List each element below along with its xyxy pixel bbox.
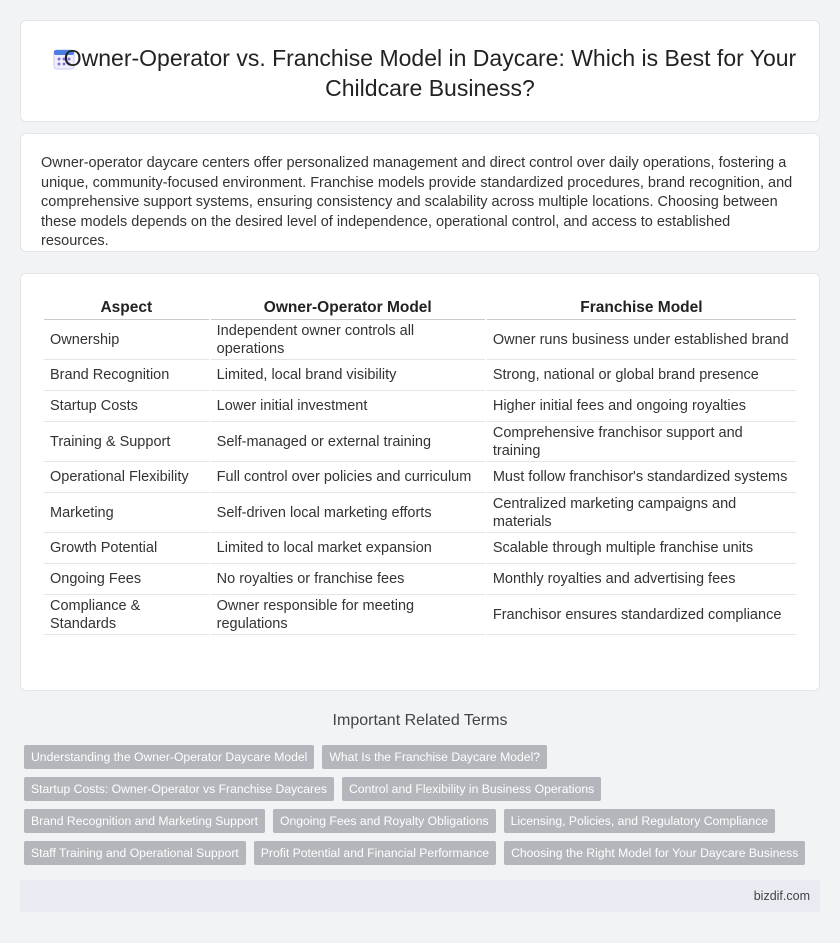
table-cell: Self-driven local marketing efforts <box>211 493 485 533</box>
related-term-tag[interactable]: What Is the Franchise Daycare Model? <box>322 745 547 769</box>
table-cell: No royalties or franchise fees <box>211 564 485 595</box>
table-cell: Limited to local market expansion <box>211 533 485 564</box>
table-cell: Owner runs business under established brand <box>487 320 796 360</box>
table-row <box>44 564 796 595</box>
table-cell: Monthly royalties and advertising fees <box>487 564 796 595</box>
table-header-aspect: Aspect <box>44 294 209 320</box>
table-header-franchise: Franchise Model <box>487 294 796 320</box>
table-cell: Owner responsible for meeting regulations <box>211 595 485 635</box>
header-card <box>20 20 820 122</box>
table-cell: Brand Recognition <box>44 360 209 391</box>
table-cell: Marketing <box>44 493 209 533</box>
table-row <box>44 422 796 462</box>
related-term-tag[interactable]: Understanding the Owner-Operator Daycare Model <box>24 745 314 769</box>
intro-card <box>20 133 820 252</box>
footer <box>20 880 820 912</box>
table-cell: Operational Flexibility <box>44 462 209 493</box>
table-cell: Compliance & Standards <box>44 595 209 635</box>
table-row <box>44 391 796 422</box>
table-cell: Higher initial fees and ongoing royalties <box>487 391 796 422</box>
related-term-tag[interactable]: Brand Recognition and Marketing Support <box>24 809 265 833</box>
related-term-tag[interactable]: Staff Training and Operational Support <box>24 841 246 865</box>
table-header-owner-operator: Owner-Operator Model <box>211 294 485 320</box>
related-term-tag[interactable]: Choosing the Right Model for Your Daycare Business <box>504 841 805 865</box>
related-terms-list <box>24 745 824 873</box>
comparison-table <box>42 294 798 635</box>
table-cell: Self-managed or external training <box>211 422 485 462</box>
table-cell: Independent owner controls all operations <box>211 320 485 360</box>
page-title: Owner-Operator vs. Franchise Model in Daycare: Which is Best for Your Childcare Business? <box>63 45 797 101</box>
table-cell: Startup Costs <box>44 391 209 422</box>
table-cell: Franchisor ensures standardized compliance <box>487 595 796 635</box>
table-cell: Must follow franchisor's standardized systems <box>487 462 796 493</box>
table-row <box>44 493 796 533</box>
table-row <box>44 360 796 391</box>
table-cell: Ownership <box>44 320 209 360</box>
related-terms-heading: Important Related Terms <box>332 712 508 729</box>
table-cell: Limited, local brand visibility <box>211 360 485 391</box>
table-row <box>44 320 796 360</box>
intro-paragraph: Owner-operator daycare centers offer personalized management and direct control over daily operations, fostering a unique, community-focused environment. Franchise models provide standardized procedures, brand recognition, and comprehensive support systems, ensuring consistency and scalability across multiple locations. Choosing between these models depends on the desired level of independence, operational control, and access to established resources. <box>41 155 793 250</box>
table-row <box>44 533 796 564</box>
comparison-table-card <box>20 273 820 691</box>
table-cell: Ongoing Fees <box>44 564 209 595</box>
table-cell: Centralized marketing campaigns and materials <box>487 493 796 533</box>
table-cell: Growth Potential <box>44 533 209 564</box>
footer-site-link[interactable]: bizdif.com <box>753 889 810 903</box>
table-cell: Comprehensive franchisor support and training <box>487 422 796 462</box>
related-term-tag[interactable]: Ongoing Fees and Royalty Obligations <box>273 809 496 833</box>
table-row <box>44 462 796 493</box>
related-term-tag[interactable]: Licensing, Policies, and Regulatory Compliance <box>504 809 775 833</box>
related-term-tag[interactable]: Profit Potential and Financial Performance <box>254 841 496 865</box>
related-term-tag[interactable]: Control and Flexibility in Business Operations <box>342 777 601 801</box>
table-cell: Full control over policies and curriculum <box>211 462 485 493</box>
table-cell: Training & Support <box>44 422 209 462</box>
table-row <box>44 595 796 635</box>
table-cell: Strong, national or global brand presence <box>487 360 796 391</box>
related-term-tag[interactable]: Startup Costs: Owner-Operator vs Franchise Daycares <box>24 777 334 801</box>
table-cell: Scalable through multiple franchise units <box>487 533 796 564</box>
table-cell: Lower initial investment <box>211 391 485 422</box>
